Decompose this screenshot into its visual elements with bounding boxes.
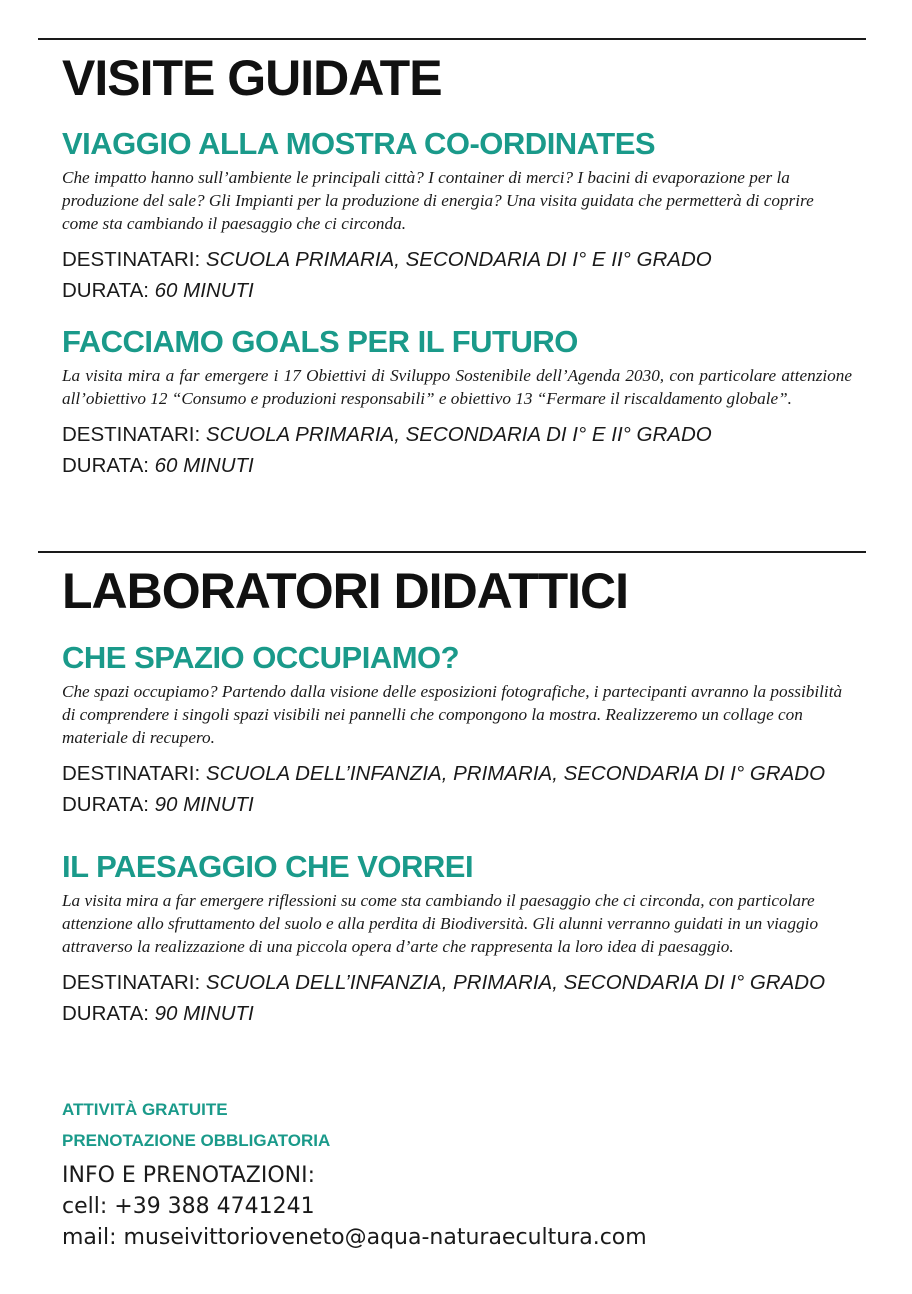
audience-label: DESTINATARI: (62, 423, 206, 446)
activity-title: FACCIAMO GOALS PER IL FUTURO (62, 324, 578, 359)
activity-meta (62, 967, 852, 1029)
audience-line (62, 244, 852, 275)
audience-label: DESTINATARI: (62, 762, 206, 785)
activity-title: VIAGGIO ALLA MOSTRA CO-ORDINATES (62, 126, 656, 161)
duration-label: DURATA: (62, 1002, 155, 1025)
section-title-laboratori-didattici: LABORATORI DIDATTICI (62, 563, 629, 619)
duration-value: 90 MINUTI (154, 1002, 254, 1025)
activity-description: La visita mira a far emergere riflessioni su come sta cambiando il paesaggio che ci circonda, con particolare attenzione allo sfruttamento del suolo e alla perdita di Biodiversità. Gli alunni verranno guidati in un viaggio attraverso la realizzazione di una piccola opera d’arte che rappresenta la loro idea di paesaggio. (62, 891, 819, 956)
duration-line (62, 275, 852, 306)
audience-line (62, 419, 852, 450)
duration-line (62, 450, 852, 481)
duration-label: DURATA: (62, 454, 155, 477)
audience-label: DESTINATARI: (62, 971, 206, 994)
activity-facciamo-goals (62, 324, 852, 481)
duration-line (62, 789, 852, 820)
section-divider-middle (38, 551, 866, 553)
booking-required-note: PRENOTAZIONE OBBLIGATORIA (62, 1131, 331, 1150)
section-divider-top (38, 38, 866, 40)
audience-value: SCUOLA PRIMARIA, SECONDARIA DI I° E II° GRADO (205, 423, 712, 446)
audience-value: SCUOLA DELL’INFANZIA, PRIMARIA, SECONDARIA DI I° GRADO (205, 971, 826, 994)
duration-line (62, 998, 852, 1029)
section-title-visite-guidate: VISITE GUIDATE (62, 50, 442, 106)
audience-value: SCUOLA PRIMARIA, SECONDARIA DI I° E II° GRADO (205, 248, 712, 271)
duration-label: DURATA: (62, 279, 155, 302)
email-line: mail: museivittorioveneto@aqua-naturaecultura.com (62, 1225, 647, 1250)
audience-line (62, 967, 852, 998)
duration-value: 60 MINUTI (154, 454, 254, 477)
duration-label: DURATA: (62, 793, 155, 816)
info-heading: INFO E PRENOTAZIONI: (62, 1163, 316, 1188)
activity-meta (62, 244, 852, 306)
activity-viaggio-alla-mostra (62, 126, 852, 306)
audience-line (62, 758, 852, 789)
free-activities-note: ATTIVITÀ GRATUITE (62, 1100, 228, 1119)
activity-meta (62, 419, 852, 481)
activity-il-paesaggio-che-vorrei (62, 849, 852, 1029)
activity-description: Che impatto hanno sull’ambiente le principali città? I container di merci? I bacini di evaporazione per la produzione del sale? Gli Impianti per la produzione di energia? Una visita guidata che permetterà di coprire come sta cambiando il paesaggio che ci circonda. (62, 168, 814, 233)
audience-label: DESTINATARI: (62, 248, 206, 271)
activity-meta (62, 758, 852, 820)
phone-line: cell: +39 388 4741241 (62, 1194, 315, 1219)
duration-value: 90 MINUTI (154, 793, 254, 816)
activity-description: La visita mira a far emergere i 17 Obiettivi di Sviluppo Sostenibile dell’Agenda 2030, con particolare attenzione all’obiettivo 12 “Consumo e produzioni responsabili” e obiettivo 13 “Fermare il riscaldamento globale”. (62, 366, 852, 408)
activity-description: Che spazi occupiamo? Partendo dalla visione delle esposizioni fotografiche, i partecipanti avranno la possibilità di comprendere i singoli spazi visibili nei pannelli che compongono la mostra. Realizzeremo un collage con materiale di recupero. (62, 682, 843, 747)
activity-title: IL PAESAGGIO CHE VORREI (62, 849, 474, 884)
activity-title: CHE SPAZIO OCCUPIAMO? (62, 640, 460, 675)
duration-value: 60 MINUTI (154, 279, 254, 302)
audience-value: SCUOLA DELL’INFANZIA, PRIMARIA, SECONDARIA DI I° GRADO (205, 762, 826, 785)
activity-che-spazio-occupiamo (62, 640, 852, 820)
contact-block (62, 1160, 862, 1253)
footer-info (62, 1094, 862, 1253)
